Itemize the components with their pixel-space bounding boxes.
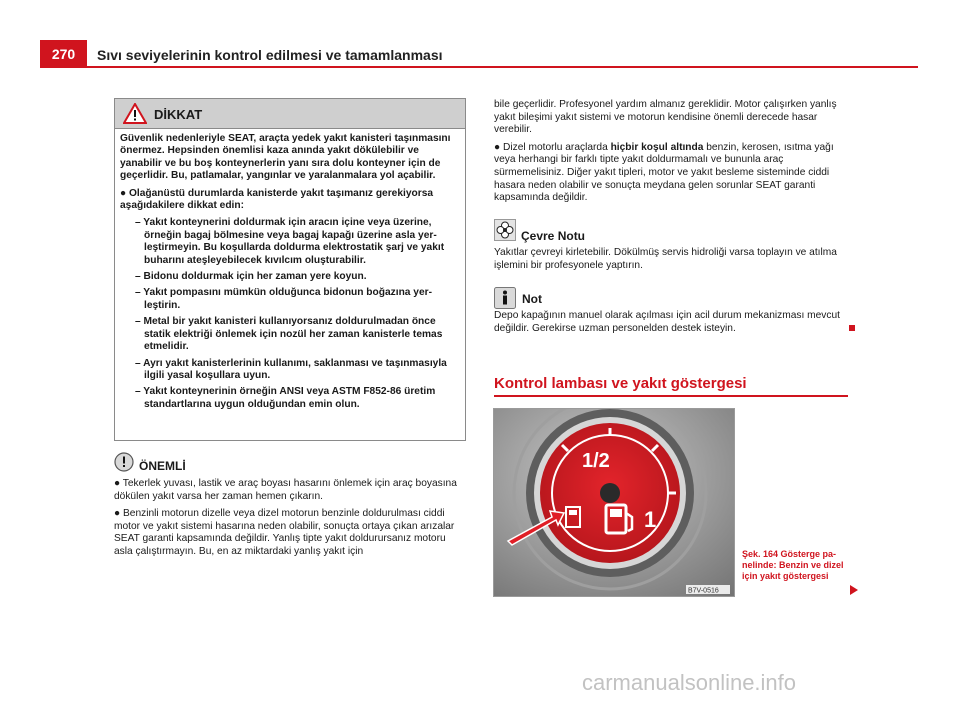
chapter-title: Kontrol lambası ve yakıt göstergesi bbox=[494, 375, 747, 392]
next-page-arrow-icon bbox=[850, 585, 858, 595]
environment-title: Çevre Notu bbox=[521, 229, 586, 243]
environment-note bbox=[494, 219, 849, 277]
warning-item: – Yakıt konteynerinin örneğin ANSI veya ASTM F852-86 üretim standartlarına uygun olduğundan emin olun. bbox=[135, 386, 436, 410]
warning-item: – Metal bir yakıt kanisteri kullanıyorsanız doldurulmadan önce statik elektriği önlemek için nozül her zaman kanisterle temas etmelidir. bbox=[135, 316, 443, 353]
exclamation-circle-icon bbox=[114, 452, 134, 477]
warning-box bbox=[114, 98, 466, 441]
warning-item: – Yakıt konteynerini doldurmak için aracın içine veya üzerine, örneğin bagaj bölmesine veya bagaj kapağı üzerine asla yerleştirmeyin. Bu koşullarda doldurma elektrostatik şarj ve yakıt buharını ateşleyebilecek kıvılcım oluşturabilir. bbox=[135, 217, 445, 266]
page-number: 270 bbox=[40, 40, 87, 68]
right-column bbox=[494, 99, 849, 210]
notice-title: ÖNEMLİ bbox=[139, 459, 186, 473]
flower-icon bbox=[494, 219, 516, 246]
warning-item: – Bidonu doldurmak için her zaman yere koyun. bbox=[135, 271, 367, 283]
warning-triangle-icon bbox=[123, 103, 147, 129]
warning-intro: Güvenlik nedenleriyle SEAT, araçta yedek yakıt kanisteri taşınmasını önermez. Hepsinden önemlisi kaza anında yakıt dökülebilir ve yanabilir ve bu boş konteynerlerin yanı sıra dolu konteyner için de geçerlidir. Bu, patlamalar, yangınlar ve yaralanmalara yol açabilir. bbox=[120, 133, 451, 182]
notice-paragraph: ● Benzinli motorun dizelle veya dizel motorun benzinle doldurulması ciddi motor ve yakıt sistemi hasarına neden olabilir, sonuçta ortaya çıkan arızalar SEAT garanti kapsamında değildir. Yanlış tipte yakıt doldurursanız motoru asla çalıştırmayın. Bu, en az miktardaki yanlış yakıt için bbox=[114, 508, 455, 557]
end-marker bbox=[849, 325, 855, 331]
notice-section bbox=[114, 452, 466, 564]
warning-title: DİKKAT bbox=[154, 107, 203, 122]
page-header-title: Sıvı seviyelerinin kontrol edilmesi ve tamamlanması bbox=[97, 47, 443, 63]
fuel-gauge-photo bbox=[493, 408, 735, 597]
warning-item: – Yakıt pompasını mümkün olduğunca bidonun boğazına yerleştirin. bbox=[135, 287, 432, 311]
warning-item: – Ayrı yakıt kanisterlerinin kullanımı, saklanması ve taşınmasıyla ilgili yasal koşullara uyun. bbox=[135, 357, 447, 381]
figure-caption: Şek. 164 Gösterge panelinde: Benzin ve dizel için yakıt göstergesi bbox=[742, 549, 844, 581]
note-text: Depo kapağının manuel olarak açılması için acil durum mekanizması mevcut değildir. Gerekirse uzman personelden destek isteyin. bbox=[494, 310, 840, 334]
gauge-half-label: 1/2 bbox=[582, 450, 610, 472]
chapter-rule bbox=[494, 395, 848, 397]
warning-bullet: ● Olağanüstü durumlarda kanisterde yakıt taşımanız gerekiyorsa aşağıdakilere dikkat edin: bbox=[120, 187, 434, 212]
info-icon bbox=[494, 287, 516, 314]
note-section bbox=[494, 290, 849, 340]
gauge-full-label: 1 bbox=[644, 507, 657, 532]
continued-paragraph: bile geçerlidir. Profesyonel yardım almanız gereklidir. Motor çalışırken yanlış yakıt bileşimi yakıt sistemi ve motorun kendisine önemli derecede hasar verebilir. bbox=[494, 99, 837, 136]
header-rule bbox=[40, 66, 918, 68]
warning-body bbox=[115, 129, 465, 411]
warning-header bbox=[115, 99, 465, 129]
environment-text: Yakıtlar çevreyi kirletebilir. Dökülmüş servis hidroliği varsa toplayın ve atılma işlemini bir profesyonele yaptırın. bbox=[494, 247, 837, 271]
figure-code: B7V-0516 bbox=[688, 587, 719, 595]
diesel-paragraph: ● Dizel motorlu araçlarda hiçbir koşul altında benzin, kerosen, ısıtma yağı veya herhangi bir farklı tipte yakıt doldurmamalı ve bununla araç sürmemelisiniz. Diğer yakıt tipleri, motor ve yakıt besleme sisteminde ciddi hasara neden olabilir ve sonuçta meydana gelen sorunlar SEAT garanti kapsamında değildir. bbox=[494, 141, 834, 204]
notice-paragraph: ● Tekerlek yuvası, lastik ve araç boyası hasarını önlemek için araç boyasına dökülen yakıt varsa her zaman hemen çıkarın. bbox=[114, 478, 457, 502]
note-title: Not bbox=[522, 292, 542, 306]
